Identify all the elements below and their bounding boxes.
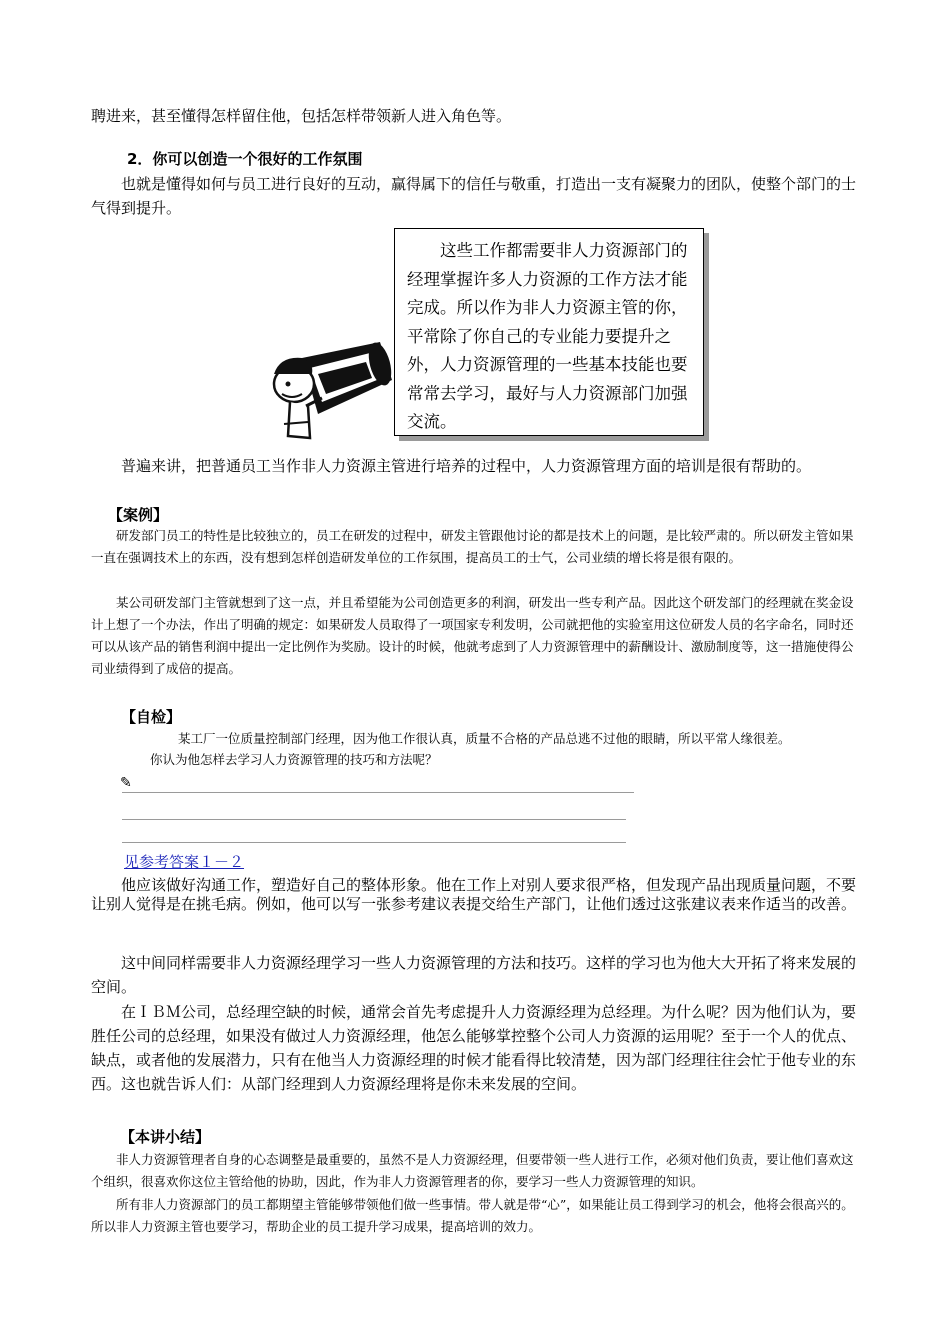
answer-line-3[interactable] [122,842,626,843]
summary-paragraph-2: 所有非人力资源部门的员工都期望主管能够带领他们做一些事情。带人就是带“心”，如果能让员工得到学习的机会，他将会很高兴的。所以非人力资源主管也要学习，帮助企业的员工提升学习成果，提高培训的效力。 [91,1197,854,1234]
summary-heading: 【本讲小结】 [120,1128,211,1146]
paragraph-training: 普遍来讲，把普通员工当作非人力资源主管进行培养的过程中，人力资源管理方面的培训是很有帮助的。 [121,457,812,475]
callout-text: 这些工作都需要非人力资源部门的经理掌握许多人力资源的工作方法才能完成。所以作为非人力资源主管的你，平常除了你自己的专业能力要提升之外，人力资源管理的一些基本技能也要常常去学习，最好与人力资源部门加强交流。 [407,241,688,431]
selfcheck-question-2: 你认为他怎样去学习人力资源管理的技巧和方法呢？ [150,752,438,767]
selfcheck-question-1: 某工厂一位质量控制部门经理，因为他工作很认真，质量不合格的产品总逃不过他的眼睛，所以平常人缘很差。 [178,731,791,746]
summary-paragraph-1: 非人力资源管理者自身的心态调整是最重要的，虽然不是人力资源经理，但要带领一些人进行工作，必须对他们负责，要让他们喜欢这个组织，很喜欢你这位主管给他的协助，因此，作为非人力资源管理者的你，要学习一些人力资源管理的知识。 [91,1152,854,1189]
case-heading: 【案例】 [108,506,169,524]
megaphone-cartoon-icon [262,340,394,445]
answer-line-2[interactable] [122,819,626,820]
callout-box [394,228,704,436]
answer-line-1[interactable] [122,792,634,793]
selfcheck-heading: 【自检】 [121,708,182,726]
paragraph-top: 聘进来，甚至懂得怎样留住他，包括怎样带领新人进入角色等。 [91,107,512,125]
case-paragraph-1: 研发部门员工的特性是比较独立的，员工在研发的过程中，研发主管跟他讨论的都是技术上的问题，是比较严肃的。所以研发主管如果一直在强调技术上的东西，没有想到怎样创造研发单位的工作氛围，提高员工的士气，公司业绩的增长将是很有限的。 [91,528,854,565]
pen-icon: ✎ [120,775,132,791]
section-heading-2: 2．你可以创造一个很好的工作氛围 [127,150,363,168]
paragraph-ibm: 在ＩＢＭ公司，总经理空缺的时候，通常会首先考虑提升人力资源经理为总经理。为什么呢？因为他们认为，要胜任公司的总经理，如果没有做过人力资源经理，他怎么能够掌控整个公司人力资源的运用呢？至于一个人的优点、缺点，或者他的发展潜力，只有在他当人力资源经理的时候才能看得比较清楚，因为部门经理往往会忙于他专业的东西。这也就告诉人们：从部门经理到人力资源经理将是你未来发展的空间。 [91,1003,857,1093]
answer-link[interactable]: 见参考答案１－２ [124,853,245,871]
case-paragraph-2: 某公司研发部门主管就想到了这一点，并且希望能为公司创造更多的利润，研发出一些专利产品。因此这个研发部门的经理就在奖金设计上想了一个办法，作出了明确的规定：如果研发人员取得了一项国家专利发明，公司就把他的实验室用这位研发人员的名字命名，同时还可以从该产品的销售利润中提出一定比例作为奖励。设计的时候，他就考虑到了人力资源管理中的薪酬设计、激励制度等，这一措施使得公司业绩得到了成倍的提高。 [91,595,854,676]
paragraph-study: 这中间同样需要非人力资源经理学习一些人力资源管理的方法和技巧。这样的学习也为他大大开拓了将来发展的空间。 [91,954,857,996]
answer-paragraph: 他应该做好沟通工作，塑造好自己的整体形象。他在工作上对别人要求很严格，但发现产品出现质量问题，不要让别人觉得是在挑毛病。例如，他可以写一张参考建议表提交给生产部门，让他们透过这张建议表来作适当的改善。 [91,876,857,913]
section-2-body: 也就是懂得如何与员工进行良好的互动，赢得属下的信任与敬重，打造出一支有凝聚力的团队，使整个部门的士气得到提升。 [91,175,857,217]
